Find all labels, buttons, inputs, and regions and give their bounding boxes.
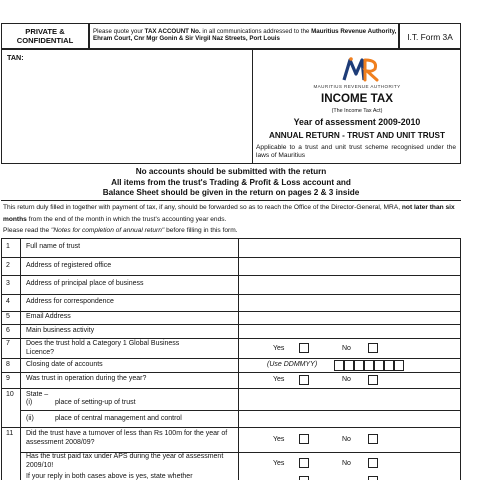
- year-of-assessment: Year of assessment 2009-2010: [293, 117, 421, 127]
- row-number: 11: [6, 430, 14, 437]
- yes-label: Yes: [273, 376, 285, 383]
- row-label-state: State –: [26, 391, 49, 398]
- row-label-in-operation: Was trust in operation during the year?: [26, 375, 147, 382]
- applicable-note: Applicable to a trust and unit trust scheme recognised under the laws of Mauritius: [256, 144, 456, 159]
- form-id: I.T. Form 3A: [407, 32, 453, 42]
- date-digit-box[interactable]: [344, 360, 354, 371]
- row-number: 8: [6, 361, 10, 368]
- row11-aps-question: Has the trust paid tax under APS during the year of assessment 2009/10!: [26, 453, 224, 469]
- operation-yes-checkbox[interactable]: [299, 375, 309, 385]
- row-number: 6: [6, 327, 10, 334]
- reply-yes-checkbox[interactable]: [299, 476, 309, 480]
- tax-account-notice: [89, 23, 399, 49]
- row-label-principal-place: Address of principal place of business: [26, 280, 144, 287]
- date-digit-box[interactable]: [334, 360, 344, 371]
- reply-no-checkbox[interactable]: [368, 476, 378, 480]
- operation-no-checkbox[interactable]: [368, 375, 378, 385]
- tax-account-notice-text: Please quote your TAX ACCOUNT No. in all communications addressed to the Mauritius Revenue Authority, Ehram Court, Cnr Mgr Gonin & Sir Virgil Naz Streets, Port Louis: [93, 28, 397, 43]
- no-label: No: [342, 460, 351, 467]
- row-label-business-activity: Main business activity: [26, 327, 95, 334]
- row-label-turnover: Did the trust have a turnover of less than Rs 100m for the year of assessment 2008/09?: [26, 430, 228, 446]
- mra-logo: [338, 56, 386, 82]
- mra-authority: MAURITIUS REVENUE AUTHORITY: [313, 84, 401, 89]
- date-digit-box[interactable]: [354, 360, 364, 371]
- yes-label: Yes: [273, 460, 285, 467]
- row-label-gbl-licence: Does the trust hold a Category 1 Global Business Licence?: [26, 340, 180, 356]
- banner-line-1: No accounts should be submitted with the return: [135, 167, 327, 176]
- income-tax-title: INCOME TAX: [321, 92, 393, 105]
- date-digit-box[interactable]: [394, 360, 404, 371]
- row-label-closing-date: Closing date of accounts: [26, 361, 103, 368]
- banner-line-2: All items from the trust's Trading & Profit & Loss account and: [111, 177, 351, 187]
- row10-sub-ii-num: (ii): [26, 415, 34, 422]
- row-number: 3: [6, 280, 10, 287]
- private-confidential-label: PRIVATE & CONFIDENTIAL: [16, 27, 74, 45]
- row-number: 7: [6, 340, 10, 347]
- gbl-no-checkbox[interactable]: [368, 343, 378, 353]
- date-digit-box[interactable]: [384, 360, 394, 371]
- submission-banner: [1, 167, 461, 199]
- gbl-yes-checkbox[interactable]: [299, 343, 309, 353]
- tan-label: TAN:: [7, 53, 24, 62]
- no-label: No: [342, 376, 351, 383]
- row-number: 1: [6, 243, 10, 250]
- row-label-correspondence: Address for correspondence: [26, 298, 114, 305]
- row-number: 9: [6, 375, 10, 382]
- aps-yes-checkbox[interactable]: [299, 458, 309, 468]
- private-confidential-box: [1, 23, 89, 49]
- row-number: 10: [6, 391, 14, 398]
- instructions-text: This return duly filled in together with payment of tax, if any, should be forwarded so as to reach the Office of the Director-General, MRA, not later than six months from the end of the month in which the trust's accounting year ends.: [3, 204, 455, 223]
- yes-label: Yes: [273, 436, 285, 443]
- read-notes-text: Please read the "Notes for completion of annual return" before filling in this form.: [3, 227, 238, 234]
- row-number: 5: [6, 313, 10, 320]
- banner-line-3: Balance Sheet should be given in the return on pages 2 & 3 inside: [102, 188, 360, 197]
- row-label-registered-office: Address of registered office: [26, 262, 112, 269]
- no-label: No: [342, 345, 351, 352]
- row-number: 2: [6, 262, 10, 269]
- row10-sub-ii-label: place of central management and control: [55, 415, 182, 422]
- return-title: ANNUAL RETURN - TRUST AND UNIT TRUST: [268, 131, 446, 140]
- date-digit-box[interactable]: [364, 360, 374, 371]
- no-label: No: [342, 436, 351, 443]
- row11-reply-question: If your reply in both cases above is yes, state whether: [26, 473, 193, 480]
- yes-label: Yes: [273, 345, 285, 352]
- mra-logo-mark: [338, 56, 386, 82]
- turnover-yes-checkbox[interactable]: [299, 434, 309, 444]
- date-format-hint: (Use DDMMYY): [267, 361, 318, 368]
- aps-no-checkbox[interactable]: [368, 458, 378, 468]
- row10-sub-i-label: place of setting-up of trust: [55, 399, 136, 406]
- turnover-no-checkbox[interactable]: [368, 434, 378, 444]
- date-digit-box[interactable]: [374, 360, 384, 371]
- act-label: (The Income Tax Act): [331, 108, 383, 114]
- row-number: 4: [6, 298, 10, 305]
- row-label-email: Email Address: [26, 313, 71, 320]
- form-id-box: [399, 23, 461, 49]
- row10-sub-i-num: (i): [26, 399, 33, 406]
- row-label-full-name: Full name of trust: [26, 243, 81, 250]
